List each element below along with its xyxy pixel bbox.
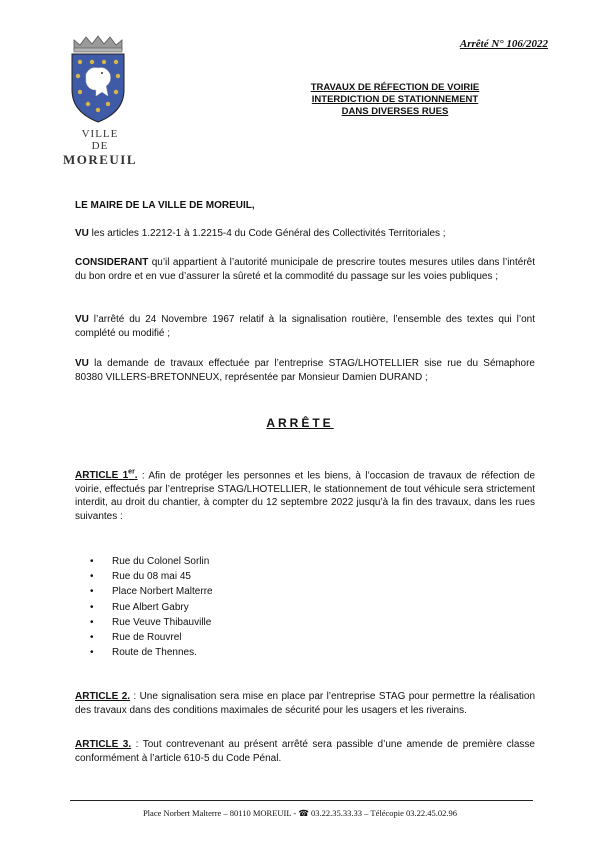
article-3 xyxy=(75,738,535,765)
title-line-3: DANS DIVERSES RUES xyxy=(341,106,449,117)
crest-line-moreuil: MOREUIL xyxy=(62,152,138,167)
vu-paragraph-1 xyxy=(75,227,535,241)
vu-label: VU xyxy=(75,358,89,369)
article-1-text: : Afin de protéger les personnes et les biens, à l’occasion de travaux de réfection de voirie, effectués par l’entreprise STAG/LHOTELLIER, le stationnement de tout véhicule sera strictement interdit, au droit du chantier, à compter du 12 septembre 2022 jusqu’à la fin des travaux, dans les rues suivantes : xyxy=(75,470,536,522)
article-2 xyxy=(75,690,535,717)
article-3-text: : Tout contrevenant au présent arrêté sera passible d’une amende de première classe conformément à l’article 610-5 du Code Pénal. xyxy=(75,739,535,764)
vu-label: VU xyxy=(75,314,89,325)
article-1-label: ARTICLE 1er. xyxy=(75,469,138,482)
list-item: • Route de Thennes. xyxy=(90,647,197,659)
arrete-heading: ARRÊTE xyxy=(266,416,334,430)
city-crest-logo xyxy=(66,34,130,124)
vu-text: les articles 1.2212-1 à 1.2215-4 du Code Général des Collectivités Territoriales ; xyxy=(88,228,446,239)
considerant-label: CONSIDERANT xyxy=(75,257,149,268)
footer-address: Place Norbert Malterre – 80110 MOREUIL - ☎ 03.22.35.33.33 – Télécopie 03.22.45.02.96 xyxy=(142,808,458,818)
article-3-label: ARTICLE 3. xyxy=(75,739,132,750)
vu-paragraph-2 xyxy=(75,313,535,340)
vu-text: la demande de travaux effectuée par l’entreprise STAG/LHOTELLIER sise rue du Sémaphore 80380 VILLERS-BRETONNEUX, représentée par Monsieur Damien DURAND ; xyxy=(75,358,535,383)
footer-divider xyxy=(70,800,533,801)
maire-line: LE MAIRE DE LA VILLE DE MOREUIL, xyxy=(75,200,255,211)
list-item: • Rue Veuve Thibauville xyxy=(90,616,212,628)
list-item: • Rue du Colonel Sorlin xyxy=(90,556,210,567)
crest-line-de: DE xyxy=(91,140,109,152)
vu-label: VU xyxy=(75,228,89,239)
article-2-label: ARTICLE 2. xyxy=(75,691,131,702)
considerant-paragraph xyxy=(75,256,535,283)
decree-title xyxy=(292,82,498,118)
vu-text: l’arrêté du 24 Novembre 1967 relatif à la signalisation routière, l’ensemble des textes qui l’ont complété ou modifié ; xyxy=(75,314,535,339)
article-2-text: : Une signalisation sera mise en place par l’entreprise STAG pour permettre la réalisation des travaux dans des conditions maximales de sécurité pour les usagers et les riverains. xyxy=(75,691,536,716)
list-item: • Rue de Rouvrel xyxy=(90,631,182,643)
vu-paragraph-3 xyxy=(75,357,535,384)
list-item: • Place Norbert Malterre xyxy=(90,586,213,598)
list-item: • Rue Albert Gabry xyxy=(90,601,189,613)
crest-caption xyxy=(60,128,140,168)
considerant-text: qu’il appartient à l’autorité municipale de prescrire toutes mesures utiles dans l’intérêt du bon ordre et en vue d’assurer la sûreté et la commodité du passage sur les voies publiques ; xyxy=(75,257,535,282)
list-item: • Rue du 08 mai 45 xyxy=(90,571,191,583)
title-line-1: TRAVAUX DE RÉFECTION DE VOIRIE xyxy=(310,82,480,93)
title-line-2: INTERDICTION DE STATIONNEMENT xyxy=(311,94,479,105)
street-list xyxy=(90,554,213,660)
article-1 xyxy=(75,466,535,523)
arrete-number: Arrêté N° 106/2022 xyxy=(459,38,548,50)
crest-line-ville: VILLE xyxy=(81,128,119,140)
